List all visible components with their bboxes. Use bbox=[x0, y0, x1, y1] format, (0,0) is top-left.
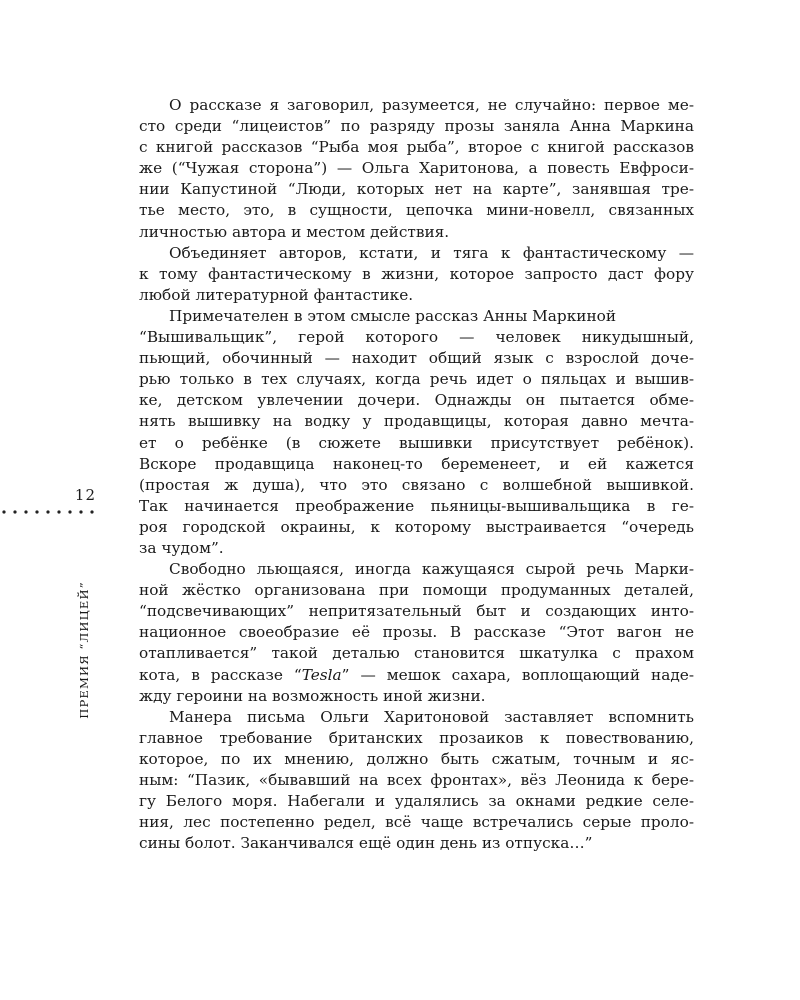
running-head: ПРЕМИЯ “ЛИЦЕЙ” bbox=[77, 581, 91, 719]
text-line: тье место, это, в сущности, цепочка мини-новелл, связанных bbox=[139, 201, 694, 220]
body-text bbox=[139, 95, 694, 854]
text-line: О рассказе я заговорил, разумеется, не случайно: первое ме- bbox=[169, 96, 694, 114]
text-line: с книгой рассказов “Рыба моя рыба”, второе с книгой рассказов bbox=[139, 138, 694, 157]
text-line: главное требование британских прозаиков к повествованию, bbox=[139, 728, 694, 747]
text-line: которое, по их мнению, должно быть сжатым, точным и яс- bbox=[139, 749, 694, 768]
text-line: ным: “Пазик, «бывавший на всех фронтах», вёз Леонида к бере- bbox=[139, 771, 694, 789]
text-line: жду героини на возможность иной жизни. bbox=[139, 686, 486, 705]
text-line: “Вышивальщик”, герой которого — человек никудышный, bbox=[139, 328, 694, 347]
text-line: Вскоре продавщица наконец-то беременеет, и ей кажется bbox=[139, 454, 694, 473]
text-line: нять вышивку на водку у продавщицы, которая давно мечта- bbox=[139, 412, 694, 431]
text-line: же (“Чужая сторона”) — Ольга Харитонова, а повесть Евфроси- bbox=[139, 159, 694, 178]
text-line: Объединяет авторов, кстати, и тяга к фантастическому — bbox=[169, 243, 694, 262]
text-line: любой литературной фантастике. bbox=[139, 285, 414, 304]
text-line: Свободно льющаяся, иногда кажущаяся сырой речь Марки- bbox=[169, 560, 694, 579]
text-line: кота, в рассказе “Tesla” — мешок сахара, воплощающий наде- bbox=[139, 665, 695, 684]
text-line: ет о ребёнке (в сюжете вышивки присутствует ребёнок). bbox=[139, 433, 694, 452]
text-line: личностью автора и местом действия. bbox=[139, 222, 450, 241]
text-line: пьющий, обочинный — находит общий язык с взрослой доче- bbox=[139, 349, 694, 368]
text-line: (простая ж душа), что это связано с волшебной вышивкой. bbox=[139, 475, 694, 494]
text-line: гу Белого моря. Набегали и удалялись за окнами редкие селе- bbox=[139, 792, 694, 811]
text-line: ке, детском увлечении дочери. Однажды он пытается обме- bbox=[139, 391, 694, 410]
text-line: сины болот. Заканчивался ещё один день из отпуска…” bbox=[139, 834, 593, 853]
text-line: нии Капустиной “Люди, которых нет на карте”, занявшая тре- bbox=[139, 180, 694, 199]
dotted-rule bbox=[0, 500, 100, 520]
text-line: к тому фантастическому в жизни, которое запросто даст фору bbox=[139, 264, 694, 283]
page-number: 12 bbox=[74, 486, 96, 504]
text-line: “подсвечивающих” непритязательный быт и создающих инто- bbox=[139, 602, 694, 621]
text-line: национное своеобразие её прозы. В рассказе “Этот вагон не bbox=[139, 623, 694, 642]
text-line: Манера письма Ольги Харитоновой заставляет вспомнить bbox=[169, 707, 694, 726]
text-line: ния, лес постепенно редел, всё чаще встречались серые проло- bbox=[139, 813, 694, 832]
text-line: Примечателен в этом смысле рассказ Анны Маркиной bbox=[169, 306, 617, 325]
text-line: роя городской окраины, к которому выстраивается “очередь bbox=[139, 517, 694, 536]
text-line: отапливается” такой деталью становится шкатулка с прахом bbox=[139, 644, 694, 663]
text-line: сто среди “лицеистов” по разряду прозы заняла Анна Маркина bbox=[139, 117, 694, 136]
text-line: за чудом”. bbox=[139, 538, 224, 557]
text-line: Так начинается преображение пьяницы-вышивальщика в ге- bbox=[139, 496, 694, 515]
text-line: ной жёстко организована при помощи продуманных деталей, bbox=[139, 581, 694, 600]
text-line: рью только в тех случаях, когда речь идет о пяльцах и вышив- bbox=[139, 370, 694, 389]
